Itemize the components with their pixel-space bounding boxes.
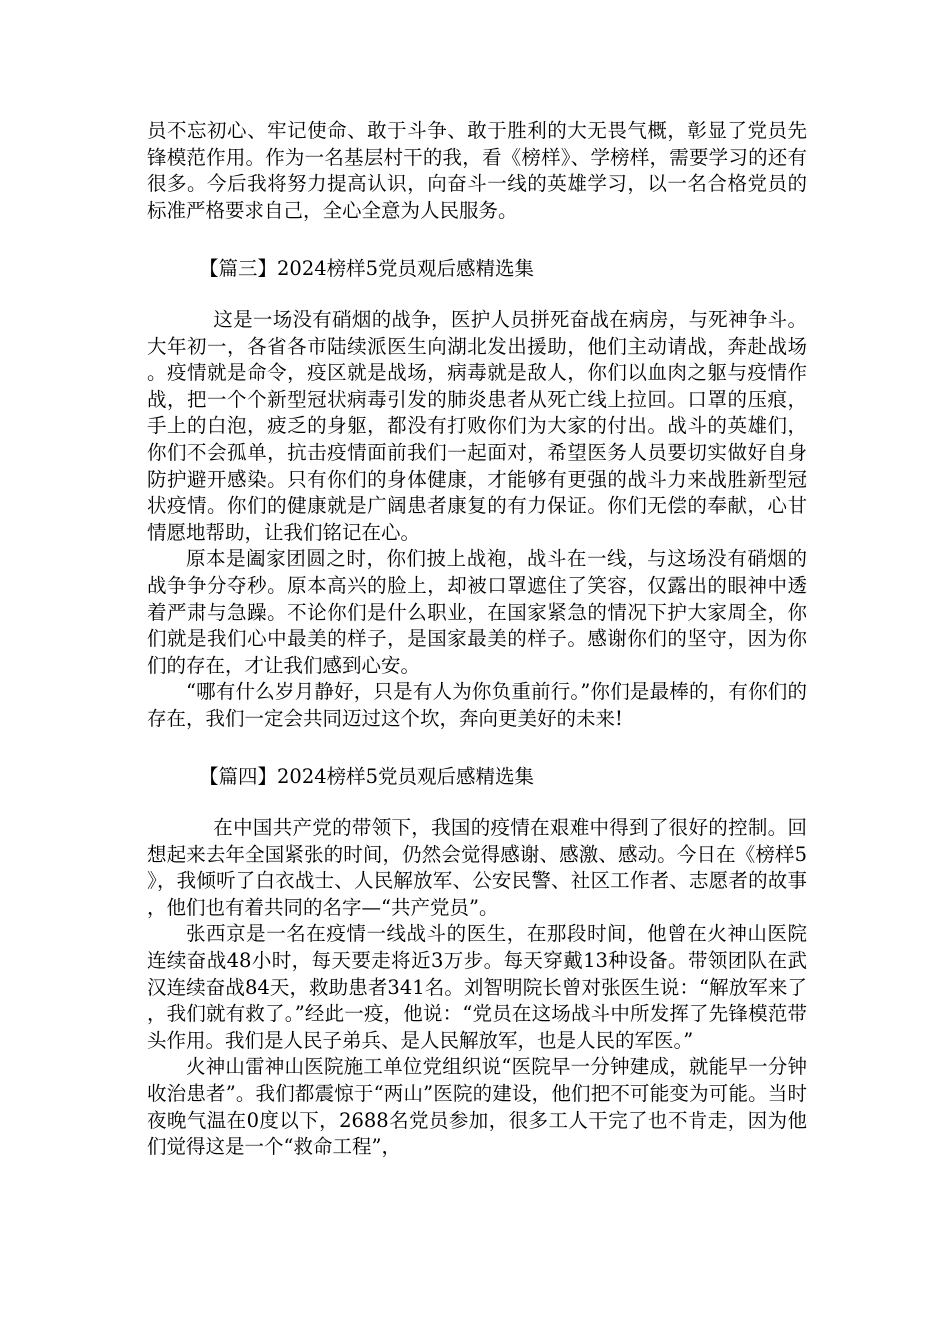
spacer — [147, 791, 807, 815]
section-heading-3: 【篇三】2024榜样5党员观后感精选集 — [199, 257, 535, 281]
section4-paragraph-1: 在中国共产党的带领下，我国的疫情在艰难中得到了很好的控制。回想起来去年全国紧张的时间，仍然会觉得感谢、感激、感动。今日在《榜样5》，我倾听了白衣战士、人民解放军、公安民警、社区工作者、志愿者的故事，他们也有着共同的名字—“共产党员”。 — [147, 816, 807, 919]
spacer — [147, 732, 807, 764]
section3-paragraph-1: 这是一场没有硝烟的战争，医护人员拼死奋战在病房，与死神争斗。大年初一，各省各市陆续派医生向湖北发出援助，他们主动请战，奔赴战场。疫情就是命令，疫区就是战场，病毒就是敌人，你们以血肉之躯与疫情作战，把一个个新型冠状病毒引发的肺炎患者从死亡线上拉回。口罩的压痕，手上的白泡，疲乏的身躯，都没有打败你们为大家的付出。战斗的英雄们，你们不会孤单，抗击疫情面前我们一起面对，希望医务人员要切实做好自身防护避开感染。只有你们的身体健康，才能够有更强的战斗力来战胜新型冠状疫情。你们的健康就是广阔患者康复的有力保证。你们无偿的奉献，心甘情愿地帮助，让我们铭记在心。 — [147, 307, 807, 544]
section4-paragraph-2: 张西京是一名在疫情一线战斗的医生，在那段时间，他曾在火神山医院连续奋战48小时，每天要走将近3万步。每天穿戴13种设备。带领团队在武汉连续奋战84天，救助患者341名。刘智明院长曾对张医生说：“解放军来了，我们就有救了。”经此一疫，他说：“党员在这场战斗中所发挥了先锋模范带头作用。我们是人民子弟兵、是人民解放军，也是人民的军医。” — [147, 922, 807, 1052]
spacer — [147, 283, 807, 307]
spacer — [147, 224, 807, 256]
section-heading-4: 【篇四】2024榜样5党员观后感精选集 — [199, 765, 535, 789]
section3-paragraph-3: “哪有什么岁月静好，只是有人为你负重前行。”你们是最棒的，有你们的存在，我们一定会共同迈过这个坎，奔向更美好的未来! — [147, 680, 807, 730]
document-page — [147, 118, 807, 1161]
paragraph-continued: 员不忘初心、牢记使命、敢于斗争、敢于胜利的大无畏气概，彰显了党员先锋模范作用。作为一名基层村干的我，看《榜样》、学榜样，需要学习的还有很多。今后我将努力提高认识，向奋斗一线的英雄学习，以一名合格党员的标准严格要求自己，全心全意为人民服务。 — [147, 119, 807, 222]
section4-paragraph-3: 火神山雷神山医院施工单位党组织说“医院早一分钟建成，就能早一分钟收治患者”。我们都震惊于“两山”医院的建设，他们把不可能变为可能。当时夜晚气温在0度以下，2688名党员参加，很多工人干完了也不肯走，因为他们觉得这是一个“救命工程”， — [147, 1055, 807, 1159]
section3-paragraph-2: 原本是阖家团圆之时，你们披上战袍，战斗在一线，与这场没有硝烟的战争争分夺秒。原本高兴的脸上，却被口罩遮住了笑容，仅露出的眼神中透着严肃与急躁。不论你们是什么职业，在国家紧急的情况下护大家周全，你们就是我们心中最美的样子，是国家最美的样子。感谢你们的坚守，因为你们的存在，才让我们感到心安。 — [147, 547, 807, 677]
